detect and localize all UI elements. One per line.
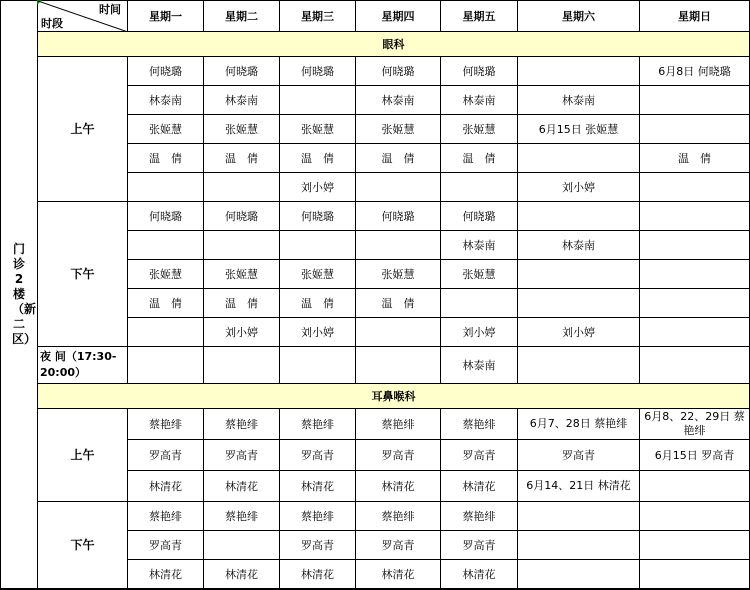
schedule-cell: 温 倩 xyxy=(441,144,518,173)
schedule-cell: 温 倩 xyxy=(356,144,441,173)
schedule-cell: 何晓璐 xyxy=(356,57,441,86)
schedule-cell xyxy=(640,115,750,144)
schedule-cell xyxy=(204,347,280,384)
schedule-cell: 林清花 xyxy=(441,560,518,589)
schedule-cell: 何晓璐 xyxy=(441,202,518,231)
schedule-cell: 林泰南 xyxy=(441,347,518,384)
schedule-cell: 何晓璐 xyxy=(128,202,204,231)
header-corner-cell xyxy=(38,1,128,32)
schedule-cell: 刘小婷 xyxy=(518,318,640,347)
schedule-cell: 蔡艳绯 xyxy=(128,409,204,440)
schedule-cell xyxy=(640,260,750,289)
schedule-cell: 林清花 xyxy=(356,560,441,589)
location-text: 门诊2楼（新二区） xyxy=(12,242,37,346)
schedule-cell xyxy=(640,471,750,502)
schedule-cell: 林清花 xyxy=(441,471,518,502)
schedule-cell: 刘小婷 xyxy=(280,318,356,347)
schedule-cell xyxy=(441,289,518,318)
schedule-cell xyxy=(356,173,441,202)
location-label xyxy=(1,1,38,589)
period-header: 时段 xyxy=(41,17,63,30)
schedule-cell xyxy=(356,347,441,384)
schedule-cell: 蔡艳绯 xyxy=(204,409,280,440)
day-header: 星期一 xyxy=(128,1,204,32)
period-label: 下午 xyxy=(38,502,128,589)
schedule-cell xyxy=(356,231,441,260)
schedule-cell xyxy=(640,347,750,384)
schedule-cell: 林泰南 xyxy=(128,86,204,115)
night-period-label: 夜 间（17:30-20:00） xyxy=(38,347,128,384)
schedule-cell: 林泰南 xyxy=(518,231,640,260)
schedule-cell: 何晓璐 xyxy=(280,202,356,231)
schedule-cell: 温 倩 xyxy=(280,144,356,173)
schedule-cell: 林清花 xyxy=(204,471,280,502)
schedule-cell: 6月14、21日 林清花 xyxy=(518,471,640,502)
schedule-cell xyxy=(518,202,640,231)
schedule-cell xyxy=(640,173,750,202)
schedule-cell: 蔡艳绯 xyxy=(280,409,356,440)
department-title: 眼科 xyxy=(38,32,750,57)
schedule-cell: 罗高青 xyxy=(441,440,518,471)
schedule-cell: 温 倩 xyxy=(128,144,204,173)
schedule-cell: 林清花 xyxy=(204,560,280,589)
period-label: 上午 xyxy=(38,409,128,502)
schedule-cell xyxy=(204,531,280,560)
schedule-cell xyxy=(640,318,750,347)
day-header: 星期五 xyxy=(441,1,518,32)
schedule-cell: 张姬慧 xyxy=(441,260,518,289)
schedule-cell: 张姬慧 xyxy=(356,260,441,289)
schedule-cell: 刘小婷 xyxy=(518,173,640,202)
day-header: 星期二 xyxy=(204,1,280,32)
day-header: 星期四 xyxy=(356,1,441,32)
schedule-cell: 何晓璐 xyxy=(204,57,280,86)
schedule-cell: 刘小婷 xyxy=(280,173,356,202)
schedule-cell: 张姬慧 xyxy=(356,115,441,144)
period-label: 下午 xyxy=(38,202,128,347)
schedule-cell: 罗高青 xyxy=(441,531,518,560)
schedule-cell: 何晓璐 xyxy=(280,57,356,86)
schedule-cell: 6月15日 罗高青 xyxy=(640,440,750,471)
schedule-cell: 6月8日 何晓璐 xyxy=(640,57,750,86)
schedule-cell xyxy=(518,347,640,384)
schedule-cell: 罗高青 xyxy=(356,531,441,560)
schedule-cell: 温 倩 xyxy=(280,289,356,318)
schedule-cell: 蔡艳绯 xyxy=(280,502,356,531)
schedule-cell: 林清花 xyxy=(280,471,356,502)
schedule-cell xyxy=(640,531,750,560)
schedule-cell xyxy=(640,231,750,260)
schedule-cell xyxy=(518,57,640,86)
schedule-cell: 张姬慧 xyxy=(204,115,280,144)
schedule-cell: 张姬慧 xyxy=(128,115,204,144)
schedule-cell: 何晓璐 xyxy=(204,202,280,231)
schedule-cell xyxy=(640,502,750,531)
schedule-cell xyxy=(640,289,750,318)
schedule-cell xyxy=(640,560,750,589)
schedule-cell: 6月7、28日 蔡艳绯 xyxy=(518,409,640,440)
day-header: 星期日 xyxy=(640,1,750,32)
department-title: 耳鼻喉科 xyxy=(38,384,750,409)
schedule-cell xyxy=(518,531,640,560)
schedule-cell: 刘小婷 xyxy=(204,318,280,347)
schedule-cell: 罗高青 xyxy=(280,531,356,560)
schedule-cell: 刘小婷 xyxy=(441,318,518,347)
schedule-cell: 林清花 xyxy=(280,560,356,589)
schedule-cell: 蔡艳绯 xyxy=(356,502,441,531)
schedule-cell: 罗高青 xyxy=(204,440,280,471)
schedule-cell: 温 倩 xyxy=(204,289,280,318)
schedule-cell xyxy=(204,231,280,260)
schedule-cell: 林泰南 xyxy=(441,231,518,260)
schedule-cell xyxy=(280,347,356,384)
schedule-cell: 温 倩 xyxy=(204,144,280,173)
schedule-cell: 张姬慧 xyxy=(280,115,356,144)
schedule-cell: 温 倩 xyxy=(128,289,204,318)
schedule-cell: 6月8、22、29日 蔡艳绯 xyxy=(640,409,750,440)
schedule-cell xyxy=(640,86,750,115)
schedule-cell: 林泰南 xyxy=(204,86,280,115)
schedule-cell: 张姬慧 xyxy=(280,260,356,289)
schedule-cell: 张姬慧 xyxy=(128,260,204,289)
period-label: 上午 xyxy=(38,57,128,202)
schedule-cell: 林泰南 xyxy=(518,86,640,115)
schedule-cell: 罗高青 xyxy=(280,440,356,471)
schedule-cell: 张姬慧 xyxy=(441,115,518,144)
schedule-cell xyxy=(640,202,750,231)
schedule-cell: 蔡艳绯 xyxy=(441,502,518,531)
schedule-cell: 蔡艳绯 xyxy=(441,409,518,440)
schedule-cell: 温 倩 xyxy=(356,289,441,318)
time-header: 时间 xyxy=(99,3,121,16)
schedule-cell xyxy=(128,318,204,347)
schedule-cell: 林清花 xyxy=(356,471,441,502)
schedule-cell xyxy=(128,347,204,384)
schedule-cell xyxy=(280,86,356,115)
schedule-cell xyxy=(518,260,640,289)
schedule-cell xyxy=(518,560,640,589)
schedule-cell: 蔡艳绯 xyxy=(356,409,441,440)
schedule-cell: 罗高青 xyxy=(128,531,204,560)
schedule-cell: 何晓璐 xyxy=(441,57,518,86)
schedule-cell: 林清花 xyxy=(128,560,204,589)
schedule-cell: 林清花 xyxy=(128,471,204,502)
schedule-cell xyxy=(280,231,356,260)
schedule-cell xyxy=(441,173,518,202)
schedule-cell xyxy=(518,144,640,173)
schedule-cell: 罗高青 xyxy=(518,440,640,471)
schedule-cell xyxy=(204,173,280,202)
schedule-cell: 林泰南 xyxy=(441,86,518,115)
schedule-cell: 何晓璐 xyxy=(356,202,441,231)
day-header: 星期三 xyxy=(280,1,356,32)
schedule-cell xyxy=(518,289,640,318)
schedule-cell: 蔡艳绯 xyxy=(204,502,280,531)
schedule-cell: 6月15日 张姬慧 xyxy=(518,115,640,144)
schedule-cell xyxy=(518,502,640,531)
day-header: 星期六 xyxy=(518,1,640,32)
schedule-cell: 温 倩 xyxy=(640,144,750,173)
schedule-cell: 林泰南 xyxy=(356,86,441,115)
schedule-cell: 蔡艳绯 xyxy=(128,502,204,531)
schedule-cell: 何晓璐 xyxy=(128,57,204,86)
schedule-cell xyxy=(356,318,441,347)
schedule-cell: 张姬慧 xyxy=(204,260,280,289)
schedule-cell: 罗高青 xyxy=(356,440,441,471)
schedule-cell xyxy=(128,173,204,202)
schedule-cell: 罗高青 xyxy=(128,440,204,471)
schedule-cell xyxy=(128,231,204,260)
